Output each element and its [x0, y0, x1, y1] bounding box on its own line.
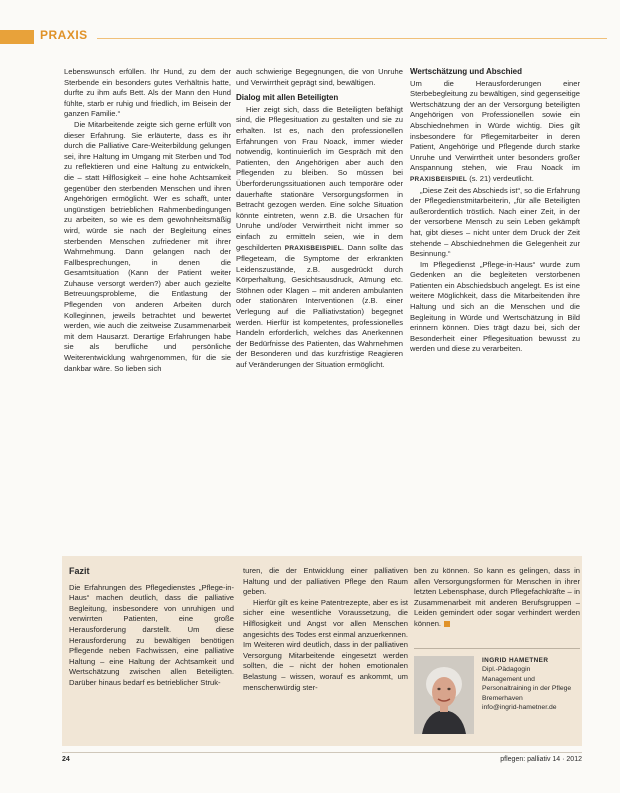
author-rule — [414, 648, 580, 649]
author-box — [414, 648, 580, 738]
page-footer — [62, 756, 582, 768]
column-1 — [64, 67, 231, 374]
section-heading: Dialog mit allen Beteiligten — [236, 93, 339, 103]
praxisbeispiel-tag: PRAXISBEISPIEL — [284, 244, 342, 252]
text-span: . Dann sollte das Pflegeteam, die Symptome der erkrankten Leidenszustände, z.B. ausgedrückt durch Körperhaltung, Gesichtsausdruck, Atmung etc. Stöhnen oder Klagen – mit anderen ambulanten oder stationären Interventionen (z.B. einer Verlegung auf die Palliativstation) begegnet werden. Hierfür ist kompetentes, professionelles Handeln erforderlich, welches das Anerkennen der Bedürfnisse des Patienten, das Wahrnehmen der Besonderen und das kurzfristige Reagieren auf Veränderungen der Situation ermöglicht. — [236, 242, 403, 370]
fazit-column-3 — [414, 566, 580, 630]
fazit-column-1 — [69, 566, 234, 689]
author-title: Dipl.-Pädagogin — [482, 666, 531, 674]
fazit-column-2 — [243, 566, 408, 693]
footer-rule — [62, 752, 582, 753]
header-rule — [97, 38, 607, 39]
end-mark-icon — [444, 621, 450, 627]
page-header — [0, 0, 620, 58]
page-number: 24 — [62, 756, 70, 763]
column-2 — [236, 67, 403, 371]
fazit-title: Fazit — [69, 566, 90, 576]
portrait-image — [414, 656, 474, 734]
paragraph: Hierfür gilt es keine Patentrezepte, aber es ist sicher eine wesentliche Voraussetzung, die Hilflosigkeit und Angst vor allen Menschen angesichts des Todes erst einmal anzuerkennen. Im Weiteren wird deutlich, dass in der palliativen Versorgung Mitarbeitende eingesetzt werden sollten, die – nicht der hohen emotionalen Belastung – wissen, worauf es ankommt, um menschenwürdig ster- — [243, 597, 408, 692]
paragraph: Im Pflegedienst „Pflege-in-Haus“ wurde zum Gedenken an die begleiteten verstorbenen Patienten ein Abschiedsbuch angelegt. Es ist eine weitere Möglichkeit, dass die Mitarbeitenden ihre Haltung und sich an die Menschen und die Begleitung in Würde und Wertschätzung in Bild erinnern können. Dies trägt dazu bei, sich der Besonderheit einer Pflegesituation bewusst zu werden und diese zu verarbeiten. — [410, 259, 580, 354]
author-email: info@ingrid-hametner.de — [482, 704, 557, 712]
author-photo — [414, 656, 474, 734]
paragraph — [414, 566, 580, 630]
column-3 — [410, 67, 580, 355]
paragraph: Die Erfahrungen des Pflegedienstes „Pflege-in-Haus“ machen deutlich, dass die palliative Begleitung, insbesondere von unruhigen und verwirrten Patienten, eine große Herausforderung darstellt. Um diese Herausforderung zu bewältigen benötigen Pflegende neben Fachwissen, eine palliative Haltung – eine Haltung der Achtsamkeit und Wertschätzung zwischen allen Beteiligten. Darüber hinaus bedarf es betrieblicher Struk- — [69, 582, 234, 687]
text-span: Hier zeigt sich, dass die Beteiligten befähigt sind, die Pflegesituation zu gestalten und sie zu erhalten. Ist es, nach den professionellen Erfahrungen von Frau Noack, immer wieder notwendig, kontinuierlich im Gespräch mit den Patienten, den Angehörigen aber auch den Pflegenden zu bleiben. So müssen bei Überforderungssituationen auch temporäre oder dauerhafte stationäre Versorgungsformen in Betracht gezogen werden. Eine solche Situation könnte eintreten, wenn z.B. die Ursachen für Unruhe und/oder Verwirrtheit nicht immer so einfach zu ermitteln seien, wie in dem geschilderten — [236, 104, 403, 252]
paragraph: Die Mitarbeitende zeigte sich gerne erfüllt von dieser Erfahrung. Sie erläuterte, dass es ihr durch die Palliative Care-Weiterbildung gelungen sei, ihre Haltung im Umgang mit Sterben und Tod zu reflektieren und eine Haltung zu entwickeln, die – statt Hilflosigkeit – eine hohe Achtsamkeit gegenüber den sterbenden Menschen und ihren Angehörigen ermöglicht. Wer es schafft, unter ungünstigen betrieblichen Rahmenbedingungen zu arbeiten, so wie es dem gewohnheitsmäßig wird, würde sie nach der Begleitung eines sterbenden Menschen zufriedener mit ihrer Wahrnehmung. Dann gelangen nach der Fallbesprechungen, in denen die Gesamtsituation (Kann der Patient weiter Zuhause versorgt werden?) aber auch gezielte Betreuungsprobleme, die Entlastung der Pflegenden von anderen Arbeiten durch Kolleginnen, jeweils betrachtet und bewertet werden, wie auch die zeitweise Zusammenarbeit mit dem Hausarzt. Derartige Erfahrungen habe sie als berufliche und persönliche Weiterentwicklung wahrgenommen, für die sie dankbar wäre. So lieben sich — [64, 119, 231, 373]
paragraph: „Diese Zeit des Abschieds ist“, so die Erfahrung der Pflegedienstmitarbeiterin, „für alle Beteiligten außerordentlich tröstlich. Nach einer Zeit, in der der versorbene Mensch zu sein Leben gekämpft hat, gibt dieses – nicht unter dem Druck der Zeit stehende – Abschiednehmen die Gelegenheit zur Besinnung.“ — [410, 185, 580, 259]
author-info — [482, 656, 578, 712]
paragraph — [410, 79, 580, 186]
author-role: Management und Personaltraining in der Pflege — [482, 675, 572, 693]
text-span: Um die Herausforderungen einer Sterbebegleitung zu bewältigen, sind gegenseitige Wertschätzung der an der Versorgung beteiligten Angehörigen von Professionellen sowie ein Abschiednehmen in Würde wichtig. Dies gilt insbesondere für Pflegemitarbeiter in deren Patient, Angehörige und Pflegende durch starke Unruhe und Verwirrtheit unter besonders großer Anspannung stehen, wie Frau Noack im — [410, 78, 580, 173]
paragraph: auch schwierige Begegnungen, die von Unruhe und Verwirrtheit geprägt sind, bewältigen. — [236, 67, 403, 87]
paragraph: turen, die der Entwicklung einer palliativen Haltung und der palliativen Pflege den Raum geben. — [243, 566, 408, 597]
paragraph: Lebenswunsch erfüllen. Ihr Hund, zu dem der Sterbende ein besonders gutes Verhältnis hatte, durfte zu ihm aufs Bett. Als der Mann den Hund fühlte, starb er ruhig und friedlich, im Beisein der ganzen Familie.“ — [64, 67, 231, 119]
section-color-bar — [0, 30, 34, 44]
text-span: ben zu können. So kann es gelingen, dass in allen Versorgungsformen für Menschen in ihrer letzten Lebensphase, durch Pflegefachkräfte – in Zusammenarbeit mit anderen Berufsgruppen – Leiden gemindert oder sogar verhindert werden können. — [414, 566, 580, 628]
section-title: PRAXIS — [40, 28, 88, 42]
paragraph — [236, 105, 403, 371]
text-span: (s. 21) verdeutlicht. — [467, 173, 534, 183]
praxisbeispiel-tag: PRAXISBEISPIEL — [410, 175, 468, 183]
author-city: Bremerhaven — [482, 694, 523, 702]
section-heading: Wertschätzung und Abschied — [410, 67, 523, 76]
journal-issue: pflegen: palliativ 14 · 2012 — [500, 756, 582, 763]
author-name: INGRID HAMETNER — [482, 657, 549, 664]
